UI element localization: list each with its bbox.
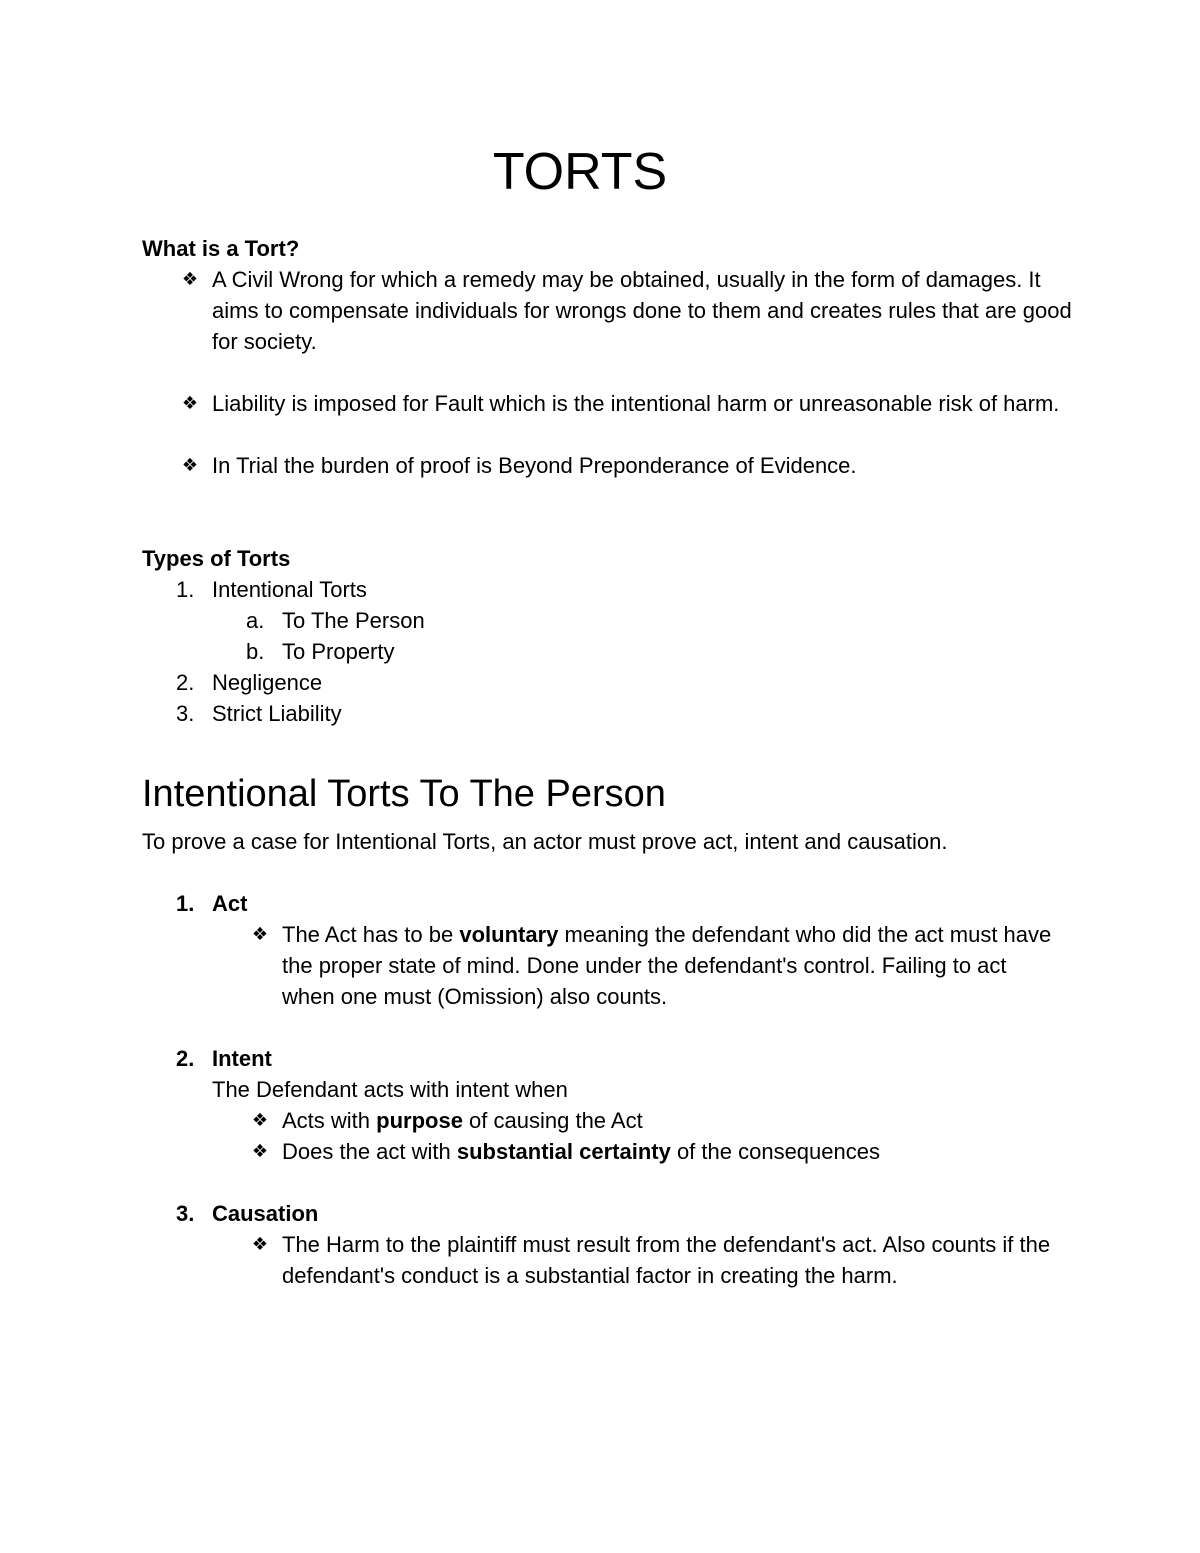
diamond-bullet-icon: ❖ bbox=[181, 393, 199, 413]
intentional-section bbox=[142, 826, 1072, 1291]
intro-text: To prove a case for Intentional Torts, an actor must prove act, intent and causation. bbox=[142, 829, 948, 854]
diamond-bullet-icon: ❖ bbox=[181, 455, 199, 475]
act-heading: 1. Act bbox=[176, 891, 248, 916]
causation-heading: 3. Causation bbox=[176, 1201, 319, 1226]
bullet-item: ❖ Liability is imposed for Fault which is the intentional harm or unreasonable risk of harm. bbox=[142, 388, 1072, 419]
types-heading: Types of Torts bbox=[142, 546, 291, 571]
document-title: TORTS bbox=[492, 143, 668, 201]
list-subitem: a. To The Person bbox=[246, 608, 425, 633]
section-heading: Intentional Torts To The Person bbox=[142, 773, 666, 815]
diamond-bullet-icon: ❖ bbox=[251, 1234, 269, 1254]
bullet-item: ❖ The Harm to the plaintiff must result from the defendant's act. Also counts if the defendant's conduct is a substantial factor in creating the harm. bbox=[142, 1229, 1062, 1291]
list-item: 2. Negligence bbox=[176, 670, 323, 695]
types-section bbox=[142, 543, 1072, 729]
what-is-section bbox=[142, 233, 1072, 481]
diamond-bullet-icon: ❖ bbox=[251, 1141, 269, 1161]
diamond-bullet-icon: ❖ bbox=[251, 1110, 269, 1130]
what-is-heading: What is a Tort? bbox=[142, 236, 300, 261]
diamond-bullet-icon: ❖ bbox=[251, 924, 269, 944]
intent-lead: The Defendant acts with intent when bbox=[212, 1077, 568, 1102]
list-item: 1. Intentional Torts bbox=[176, 577, 367, 602]
bullet-item: ❖ Does the act with substantial certainty of the consequences bbox=[142, 1136, 1072, 1167]
diamond-bullet-icon: ❖ bbox=[181, 269, 199, 289]
list-item: 3. Strict Liability bbox=[176, 701, 342, 726]
bullet-item: ❖ A Civil Wrong for which a remedy may be obtained, usually in the form of damages. It aims to compensate individuals for wrongs done to them and creates rules that are good for society. bbox=[142, 264, 1072, 357]
bullet-item: ❖ Acts with purpose of causing the Act bbox=[142, 1105, 1072, 1136]
list-subitem: b. To Property bbox=[246, 639, 395, 664]
intent-heading: 2. Intent bbox=[176, 1046, 272, 1071]
bullet-item: ❖ The Act has to be voluntary meaning the defendant who did the act must have the proper state of mind. Done under the defendant's control. Failing to act when one must (Omission) also counts. bbox=[142, 919, 1062, 1012]
bullet-item: ❖ In Trial the burden of proof is Beyond Preponderance of Evidence. bbox=[142, 450, 1072, 481]
